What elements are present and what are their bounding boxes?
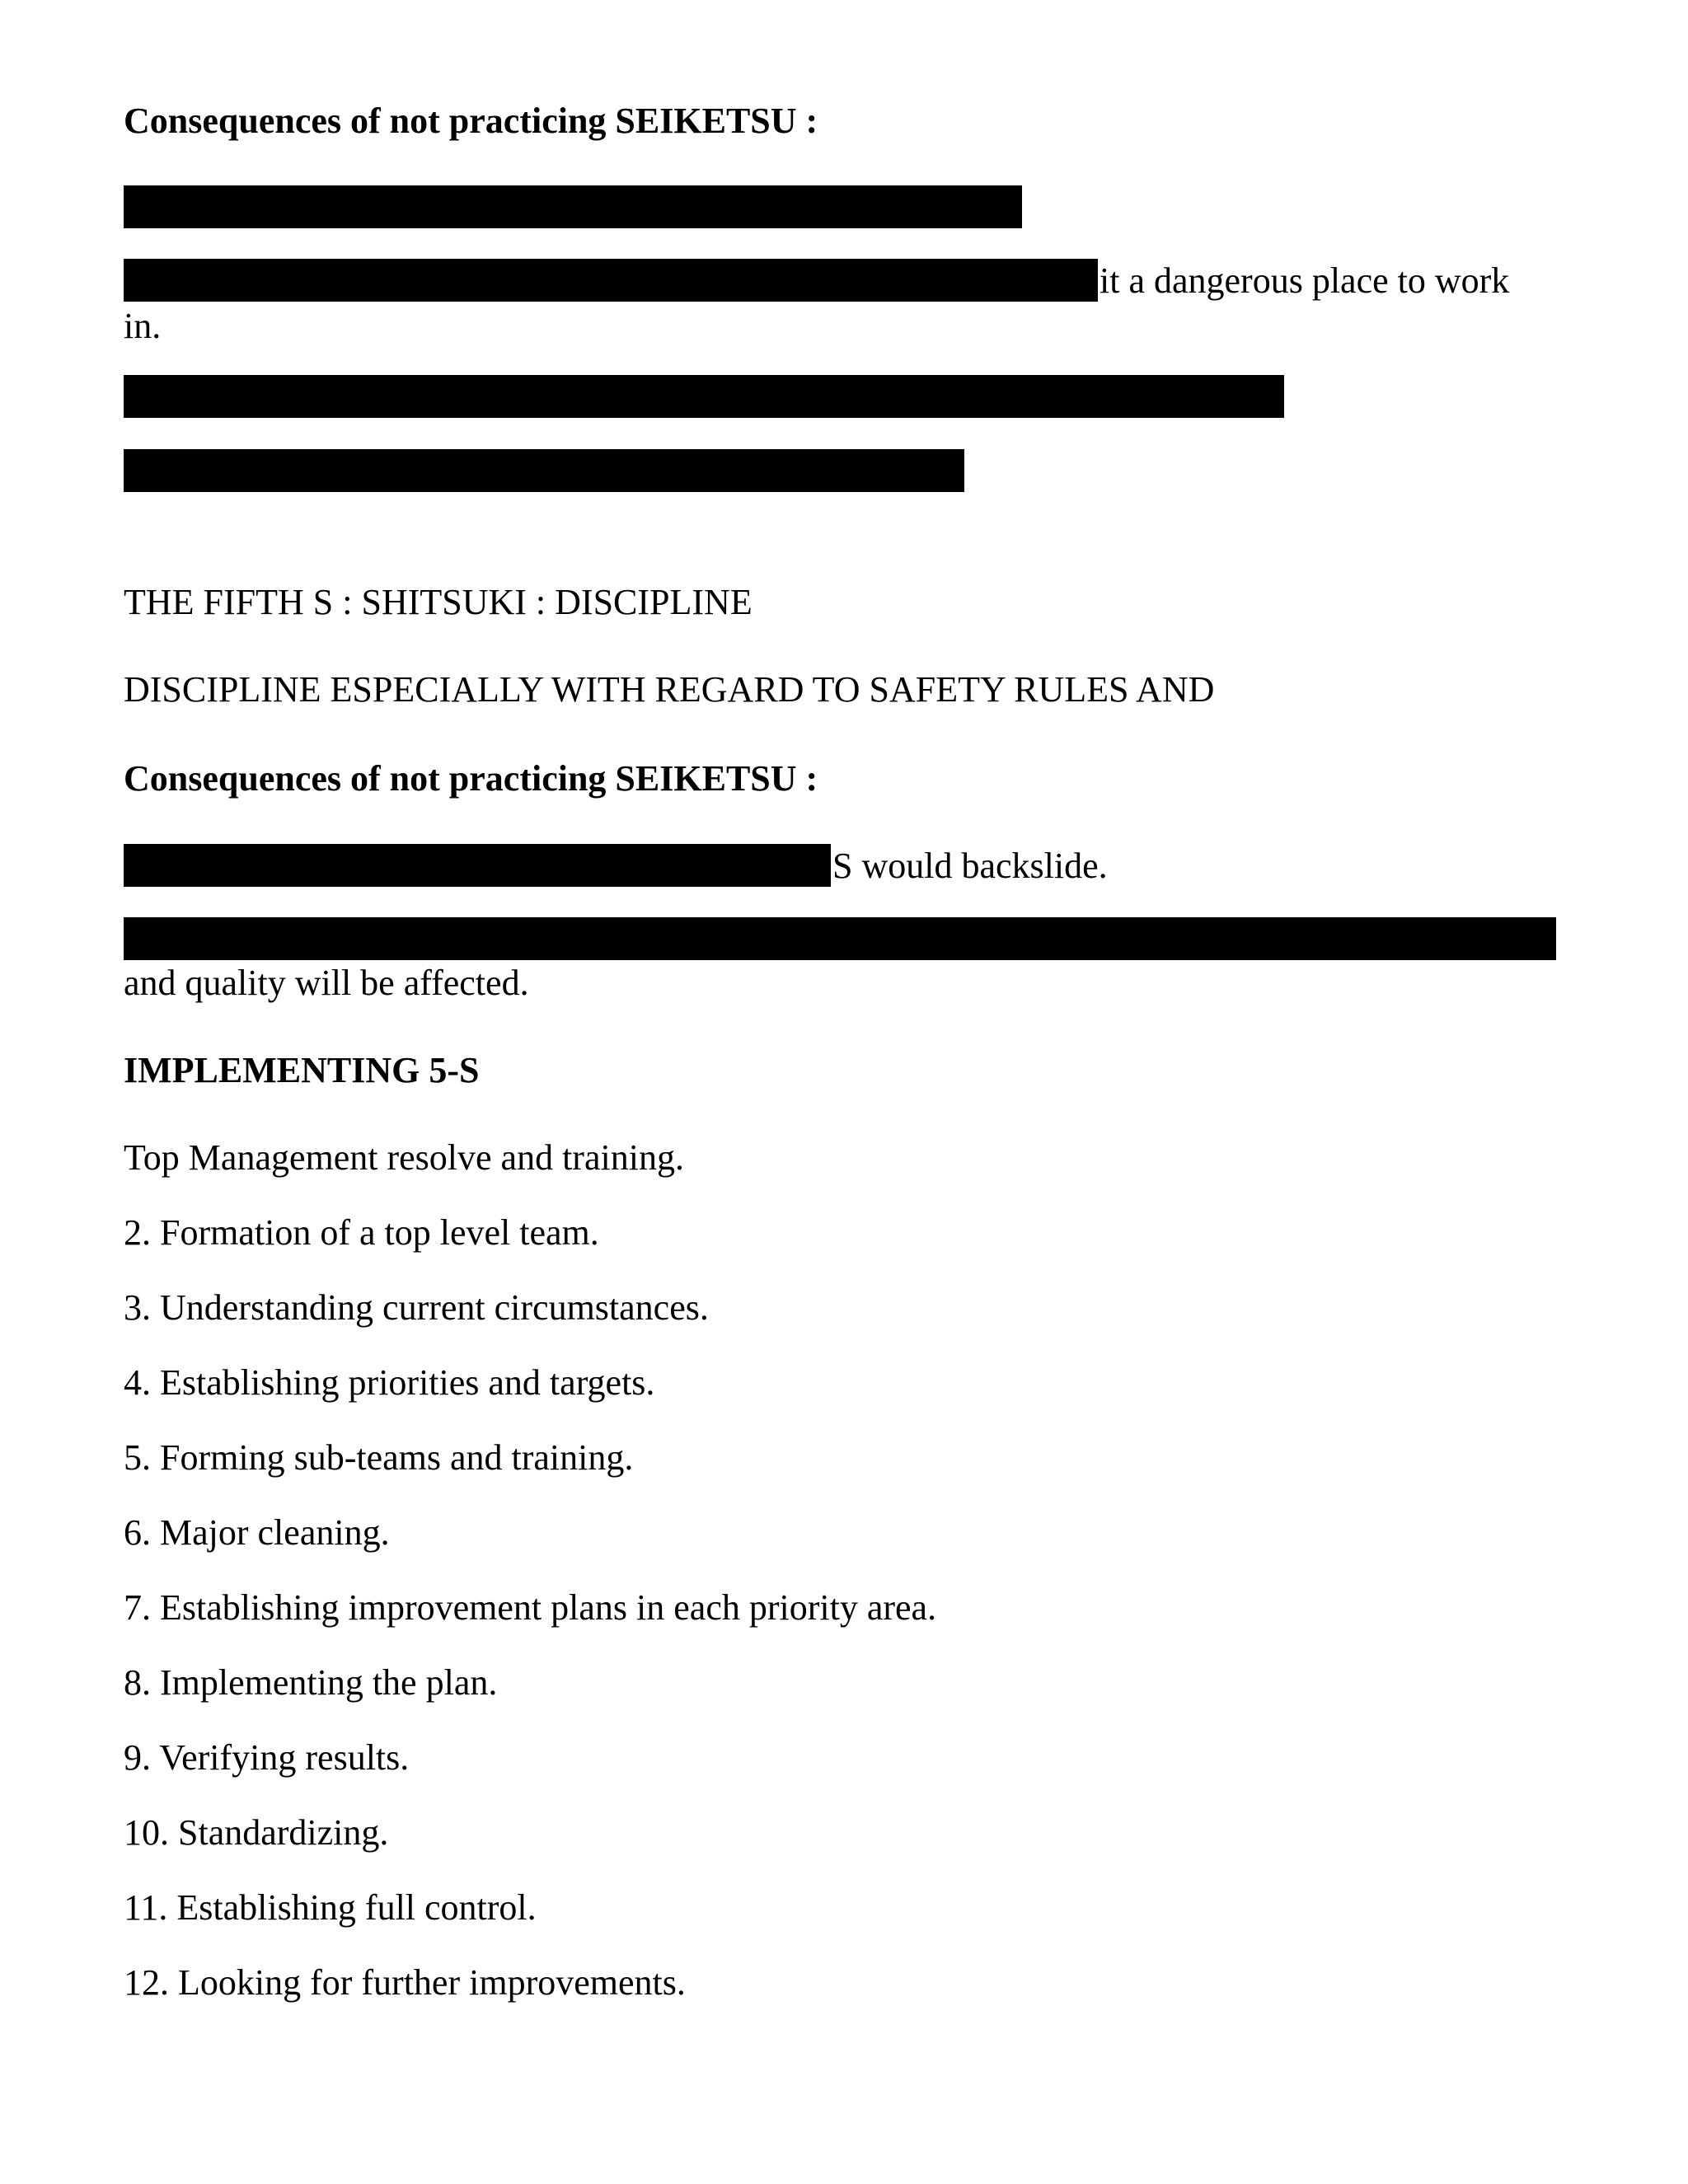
- list-item: 3. Understanding current circumstances.: [124, 1287, 709, 1328]
- implementing-heading: IMPLEMENTING 5-S: [124, 1050, 480, 1090]
- list-item: 9. Verifying results.: [124, 1737, 410, 1778]
- section1-line2-cont: in.: [124, 306, 162, 346]
- section2-title: THE FIFTH S : SHITSUKI : DISCIPLINE: [124, 582, 753, 622]
- section2-heading: Consequences of not practicing SEIKETSU :: [124, 758, 818, 799]
- list-item: Top Management resolve and training.: [124, 1137, 684, 1178]
- list-item: 6. Major cleaning.: [124, 1512, 390, 1553]
- redaction-bar: [124, 449, 964, 492]
- redaction-bar: [124, 259, 1098, 302]
- list-item: 4. Establishing priorities and targets.: [124, 1362, 655, 1403]
- section1-line2-tail: it a dangerous place to work: [1100, 260, 1510, 301]
- list-item: 12. Looking for further improvements.: [124, 1962, 686, 2003]
- section2-line2-cont: and quality will be affected.: [124, 963, 529, 1003]
- section2-subtitle: DISCIPLINE ESPECIALLY WITH REGARD TO SAFETY RULES AND: [124, 669, 1215, 710]
- list-item: 8. Implementing the plan.: [124, 1662, 498, 1703]
- redaction-bar: [124, 375, 1284, 418]
- section2-line1-tail: S would backslide.: [832, 846, 1108, 886]
- list-item: 10. Standardizing.: [124, 1812, 389, 1853]
- redaction-bar: [124, 917, 1556, 960]
- redaction-bar: [124, 844, 831, 887]
- list-item: 7. Establishing improvement plans in each priority area.: [124, 1587, 937, 1628]
- list-item: 5. Forming sub-teams and training.: [124, 1437, 634, 1478]
- list-item: 2. Formation of a top level team.: [124, 1212, 599, 1253]
- redaction-bar: [124, 185, 1022, 228]
- list-item: 11. Establishing full control.: [124, 1887, 537, 1928]
- section1-heading: Consequences of not practicing SEIKETSU :: [124, 101, 818, 141]
